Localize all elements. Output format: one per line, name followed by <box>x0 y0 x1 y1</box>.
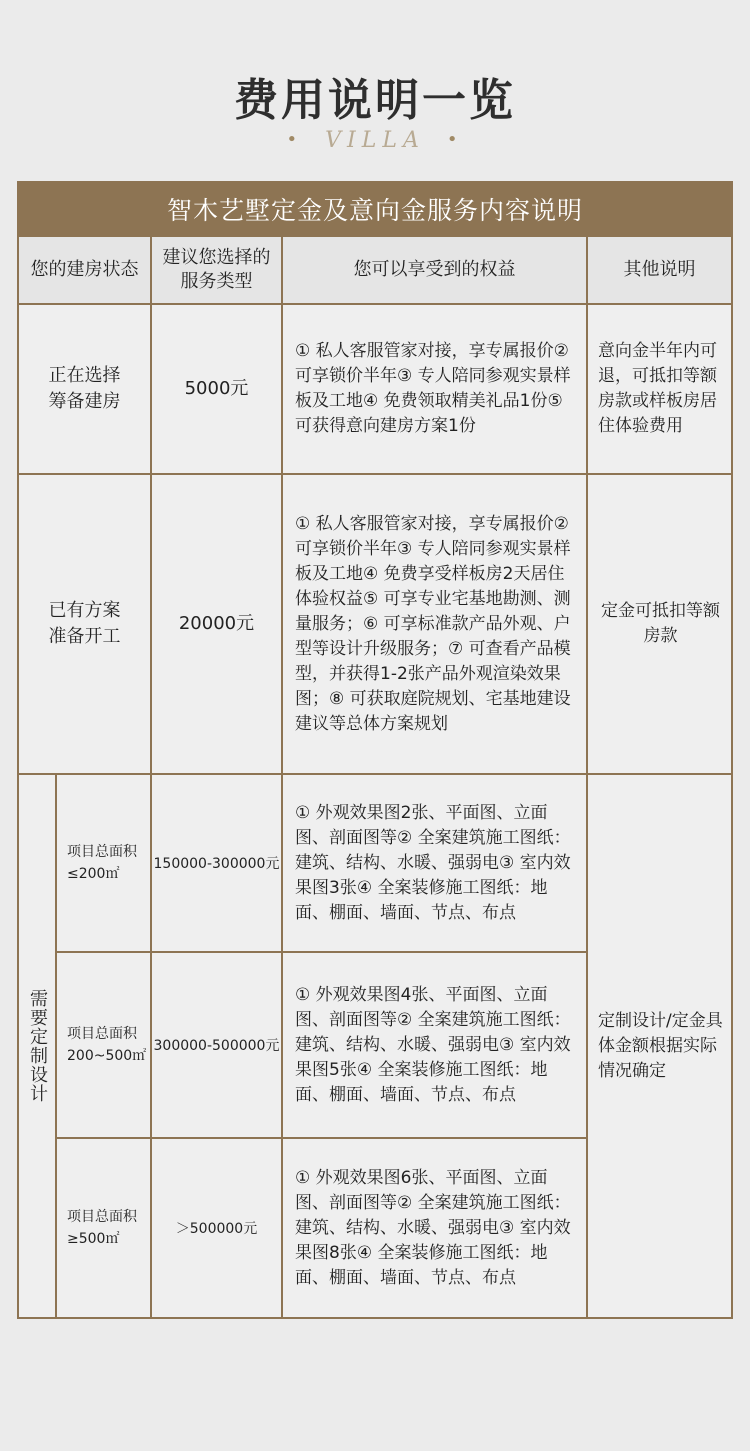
table-header-row <box>18 236 732 304</box>
table-row <box>18 304 732 474</box>
col-header-other: 其他说明 <box>587 236 732 304</box>
area-cell: 项目总面积200~500㎡ <box>56 952 151 1138</box>
custom-group-cell <box>18 774 56 1318</box>
status-cell: 正在选择筹备建房 <box>18 304 151 474</box>
dot-left-icon: • <box>286 129 304 150</box>
benefits-cell: ① 私人客服管家对接，享专属报价② 可享锁价半年③ 专人陪同参观实景样板及工地④ 免费享受样板房2天居住体验权益⑤ 可享专业宅基地勘测、测量服务；⑥ 可享标准款产品外观、户型等设计升级服务；⑦ 可查看产品模型，并获得1-2张产品外观渲染效果图；⑧ 可获取庭院规划、宅基地建设建议等总体方案规划 <box>282 474 587 774</box>
area-cell: 项目总面积≥500㎡ <box>56 1138 151 1318</box>
benefits-cell: ① 外观效果图6张、平面图、立面图、剖面图等② 全案建筑施工图纸：建筑、结构、水暖、强弱电③ 室内效果图8张④ 全案装修施工图纸：地面、棚面、墙面、节点、布点 <box>282 1138 587 1318</box>
price-cell: 300000-500000元 <box>151 952 282 1138</box>
other-cell: 定金可抵扣等额房款 <box>587 474 732 774</box>
benefits-cell: ① 外观效果图4张、平面图、立面图、剖面图等② 全案建筑施工图纸：建筑、结构、水暖、强弱电③ 室内效果图5张④ 全案装修施工图纸：地面、棚面、墙面、节点、布点 <box>282 952 587 1138</box>
price-cell: ＞500000元 <box>151 1138 282 1318</box>
benefits-cell: ① 私人客服管家对接，享专属报价② 可享锁价半年③ 专人陪同参观实景样板及工地④ 免费领取精美礼品1份⑤ 可获得意向建房方案1份 <box>282 304 587 474</box>
area-cell: 项目总面积≤200㎡ <box>56 774 151 952</box>
price-cell: 5000元 <box>151 304 282 474</box>
fee-table <box>17 181 733 1319</box>
price-cell: 20000元 <box>151 474 282 774</box>
table-row <box>18 474 732 774</box>
villa-subtitle <box>0 128 750 153</box>
table-banner: 智木艺墅定金及意向金服务内容说明 <box>18 182 732 236</box>
col-header-benefits: 您可以享受到的权益 <box>282 236 587 304</box>
page-title: 费用说明一览 <box>234 75 516 126</box>
status-cell: 已有方案准备开工 <box>18 474 151 774</box>
col-header-status: 您的建房状态 <box>18 236 151 304</box>
price-cell: 150000-300000元 <box>151 774 282 952</box>
benefits-cell: ① 外观效果图2张、平面图、立面图、剖面图等② 全案建筑施工图纸：建筑、结构、水暖、强弱电③ 室内效果图3张④ 全案装修施工图纸：地面、棚面、墙面、节点、布点 <box>282 774 587 952</box>
other-cell: 意向金半年内可退，可抵扣等额房款或样板房居住体验费用 <box>587 304 732 474</box>
other-cell: 定制设计/定金具体金额根据实际情况确定 <box>587 774 732 1318</box>
villa-logo-text: VILLA <box>325 128 425 153</box>
custom-group-label: 需要定制设计 <box>27 989 48 1103</box>
table-row <box>18 774 732 952</box>
dot-right-icon: • <box>446 129 464 150</box>
col-header-service: 建议您选择的服务类型 <box>151 236 282 304</box>
